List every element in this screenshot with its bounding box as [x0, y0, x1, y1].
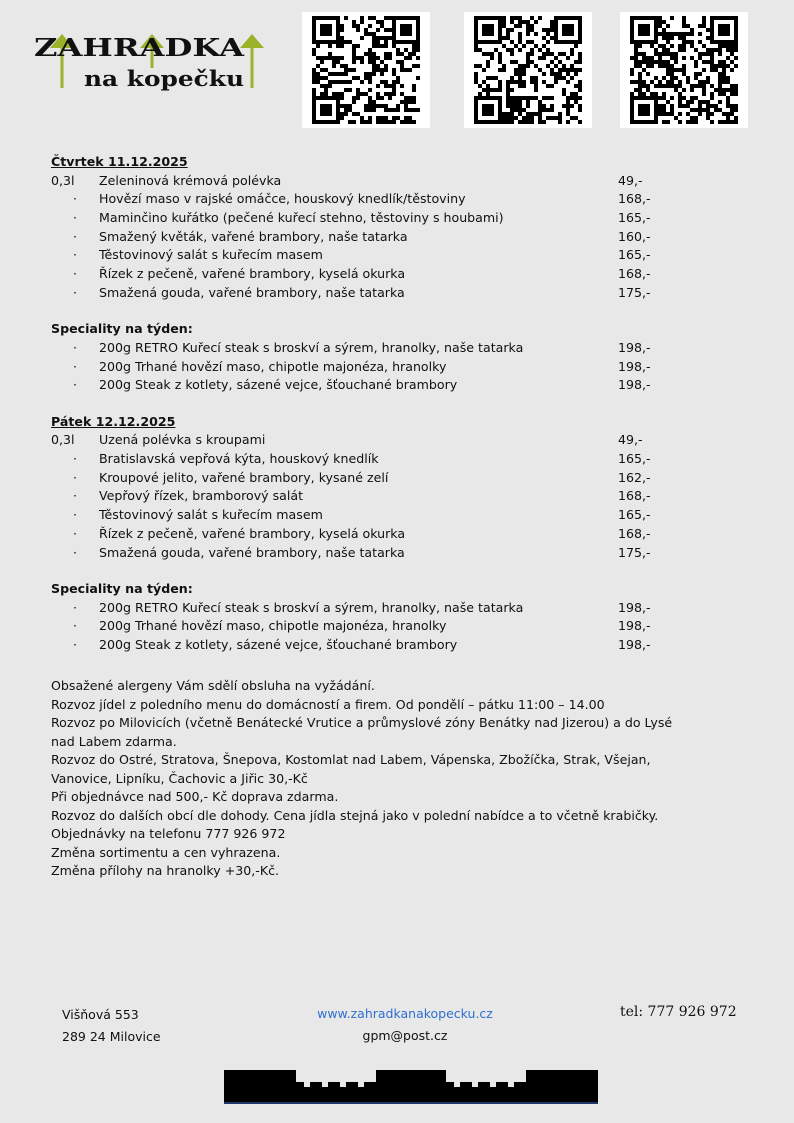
- bullet: ·: [73, 469, 78, 485]
- note-line: Rozvoz jídel z poledního menu do domácností a firem. Od pondělí – pátku 11:00 – 14.00: [51, 696, 605, 712]
- bullet: ·: [73, 228, 78, 244]
- note-line: Obsažené alergeny Vám sdělí obsluha na vyžádání.: [51, 678, 375, 693]
- note-line: Rozvoz do Ostré, Stratova, Šnepova, Kostomlat nad Labem, Vápenska, Zbožíčka, Strak, Všejan, Vanovice, Lipníku, Čachovic a Jiřic 30,-Kč: [51, 752, 651, 786]
- logo-line2: na kopečku: [84, 66, 244, 91]
- menu-item-price: 168,-: [618, 525, 651, 541]
- special-item-name: 200g Steak z kotlety, sázené vejce, šťouchané brambory: [99, 377, 458, 393]
- note-line: Při objednávce nad 500,- Kč doprava zdarma.: [51, 789, 339, 804]
- menu-item: [51, 544, 751, 563]
- zahradka-logo: [32, 28, 282, 98]
- specials-title: Speciality na týden:: [51, 321, 193, 337]
- day-title: Pátek 12.12.2025: [51, 413, 176, 429]
- footer-phone: tel: 777 926 972: [620, 1004, 737, 1020]
- soup-name: Uzená polévka s kroupami: [99, 432, 266, 448]
- bullet: ·: [73, 358, 78, 374]
- bullet: ·: [73, 209, 78, 225]
- special-item-price: 198,-: [618, 358, 651, 374]
- menu-item: [51, 450, 751, 469]
- special-item-name: 200g Trhané hovězí maso, chipotle majonéza, hranolky: [99, 618, 447, 634]
- menu-item-price: 160,-: [618, 228, 651, 244]
- special-item-name: 200g Steak z kotlety, sázené vejce, šťouchané brambory: [99, 637, 458, 653]
- bullet: ·: [73, 377, 78, 393]
- soup-row: [51, 431, 751, 450]
- special-item-price: 198,-: [618, 377, 651, 393]
- menu-item-name: Bratislavská vepřová kýta, houskový knedlík: [99, 451, 379, 467]
- soup-name: Zeleninová krémová polévka: [99, 172, 282, 188]
- bullet: ·: [73, 265, 78, 281]
- special-item: [51, 376, 751, 395]
- menu-item-price: 175,-: [618, 284, 651, 300]
- soup-quantity: 0,3l: [51, 172, 75, 188]
- menu-item-name: Smažená gouda, vařené brambory, naše tatarka: [99, 544, 405, 560]
- special-item-price: 198,-: [618, 637, 651, 653]
- specials-title: Speciality na týden:: [51, 581, 193, 597]
- menu-item: [51, 209, 751, 228]
- menu-item-price: 165,-: [618, 451, 651, 467]
- menu-item: [51, 265, 751, 284]
- special-item-price: 198,-: [618, 339, 651, 355]
- bullet: ·: [73, 284, 78, 300]
- bullet: ·: [73, 507, 78, 523]
- menu-item-price: 165,-: [618, 507, 651, 523]
- email-link[interactable]: gpm@post.cz: [362, 1028, 448, 1043]
- qr-code-icon[interactable]: [464, 12, 592, 128]
- special-item-name: 200g RETRO Kuřecí steak s broskví a sýrem, hranolky, naše tatarka: [99, 339, 524, 355]
- special-item-name: 200g RETRO Kuřecí steak s broskví a sýrem, hranolky, naše tatarka: [99, 599, 524, 615]
- special-item-price: 198,-: [618, 618, 651, 634]
- menu-item: [51, 246, 751, 265]
- special-item: [51, 358, 751, 377]
- logo-line1: ZAHRADKA: [34, 33, 245, 62]
- menu-item-name: Řízek z pečeně, vařené brambory, kyselá okurka: [99, 525, 406, 541]
- soup-price: 49,-: [618, 432, 643, 448]
- menu-item-price: 168,-: [618, 265, 651, 281]
- menu-item-name: Smažený květák, vařené brambory, naše tatarka: [99, 228, 408, 244]
- special-item: [51, 617, 751, 636]
- daily-menu: [51, 153, 751, 655]
- footer-contact: [300, 1003, 510, 1047]
- menu-item-price: 168,-: [618, 488, 651, 504]
- menu-item-name: Hovězí maso v rajské omáčce, houskový knedlík/těstoviny: [99, 191, 466, 207]
- note-line: Objednávky na telefonu 777 926 972: [51, 826, 286, 841]
- day-section: [51, 153, 751, 395]
- bullet: ·: [73, 488, 78, 504]
- menu-item-name: Smažená gouda, vařené brambory, naše tatarka: [99, 284, 405, 300]
- menu-item: [51, 469, 751, 488]
- day-title: Čtvrtek 11.12.2025: [51, 154, 188, 169]
- note-line: Změna přílohy na hranolky +30,-Kč.: [51, 863, 280, 878]
- bullet: ·: [73, 637, 78, 653]
- bullet: ·: [73, 544, 78, 560]
- footer-address: [62, 1004, 161, 1048]
- bullet: ·: [73, 339, 78, 355]
- menu-item-price: 165,-: [618, 247, 651, 263]
- delivery-notes: [51, 677, 691, 881]
- menu-item-price: 175,-: [618, 544, 651, 560]
- bullet: ·: [73, 191, 78, 207]
- menu-item: [51, 525, 751, 544]
- special-item-price: 198,-: [618, 599, 651, 615]
- bullet: ·: [73, 451, 78, 467]
- menu-item-name: Řízek z pečeně, vařené brambory, kyselá okurka: [99, 265, 406, 281]
- footer-street: Višňová 553: [62, 1007, 139, 1022]
- day-section: [51, 413, 751, 655]
- menu-item: [51, 190, 751, 209]
- menu-item: [51, 506, 751, 525]
- website-link[interactable]: www.zahradkanakopecku.cz: [317, 1006, 493, 1021]
- qr-code-icon[interactable]: [620, 12, 748, 128]
- qr-code-icon[interactable]: [302, 12, 430, 128]
- bullet: ·: [73, 247, 78, 263]
- footer-city: 289 24 Milovice: [62, 1029, 161, 1044]
- menu-item: [51, 487, 751, 506]
- menu-item-name: Těstovinový salát s kuřecím masem: [99, 247, 323, 263]
- menu-item-price: 162,-: [618, 469, 651, 485]
- note-line: Rozvoz po Milovicích (včetně Benátecké Vrutice a průmyslové zóny Benátky nad Jizerou) a do Lysé nad Labem zdarma.: [51, 715, 673, 749]
- special-item: [51, 599, 751, 618]
- note-line: Změna sortimentu a cen vyhrazena.: [51, 844, 281, 860]
- menu-item-name: Těstovinový salát s kuřecím masem: [99, 507, 323, 523]
- soup-quantity: 0,3l: [51, 432, 75, 448]
- bullet: ·: [73, 525, 78, 541]
- bullet: ·: [73, 599, 78, 615]
- menu-item-price: 168,-: [618, 191, 651, 207]
- special-item-name: 200g Trhané hovězí maso, chipotle majonéza, hranolky: [99, 358, 447, 374]
- note-line: Rozvoz do dalších obcí dle dohody. Cena jídla stejná jako v polední nabídce a to včetně krabičky.: [51, 807, 659, 823]
- soup-row: [51, 172, 751, 191]
- menu-item-name: Vepřový řízek, bramborový salát: [99, 488, 304, 504]
- special-item: [51, 339, 751, 358]
- menu-item-price: 165,-: [618, 209, 651, 225]
- menu-item: [51, 284, 751, 303]
- special-item: [51, 636, 751, 655]
- soup-price: 49,-: [618, 172, 643, 188]
- castle-wall-icon: [224, 1068, 598, 1104]
- menu-item-name: Kroupové jelito, vařené brambory, kysané zelí: [99, 469, 389, 485]
- menu-item: [51, 228, 751, 247]
- menu-item-name: Maminčino kuřátko (pečené kuřecí stehno, těstoviny s houbami): [99, 209, 504, 225]
- bullet: ·: [73, 618, 78, 634]
